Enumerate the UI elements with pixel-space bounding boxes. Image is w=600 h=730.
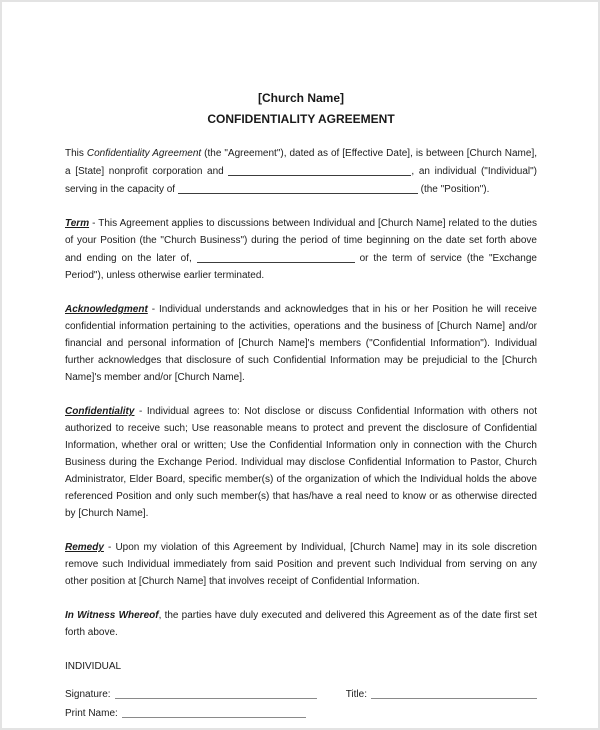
print-name-row (65, 704, 537, 723)
text-segment: , an individual ("Individual") serving in the capacity of (65, 166, 537, 195)
paragraph-confidentiality (65, 403, 537, 522)
signature-section (65, 658, 537, 723)
paragraph-remedy (65, 539, 537, 590)
text-segment: - Upon my violation of this Agreement by Individual, [Church Name] may in its sole discretion remove such Individual immediately from said Position and prevent such Individual from serving on any other position at [Church Name] that involves receipt of Confidential Information. (65, 542, 537, 587)
title-label: Title: (345, 689, 367, 700)
section-heading: Term (65, 218, 90, 229)
paragraph-acknowledgment (65, 301, 537, 386)
text-segment: Confidentiality Agreement (86, 148, 202, 159)
text-segment: or the term of service (the "Exchange Period"), unless otherwise earlier terminated. (65, 253, 537, 281)
title-line (371, 687, 537, 699)
paragraph-witness (65, 607, 537, 641)
text-segment: , the parties have duly executed and delivered this Agreement as of the date first set forth above. (65, 610, 538, 638)
signature-field (65, 685, 346, 704)
text-segment: - Individual understands and acknowledges that in his or her Position he will receive confidential information pertaining to the activities, operations and the business of [Church Name] and/or financial and personal information of [Church Name]'s members ("Confidential Information"). Individual further acknowledges that disclosure of such Confidential Information may be prejudicial to the [Church Name]'s member and/or [Church Name]. (65, 304, 537, 383)
print-name-field (65, 704, 347, 723)
text-segment: In Witness Whereof (65, 610, 159, 621)
text-segment: (the "Agreement"), dated as of [Effective Date], is between [Church Name], a [State] nonprofit corporation and (65, 148, 537, 177)
text-segment: - This Agreement applies to discussions between Individual and [Church Name] related to the duties of your Position (the "Church Business") during the period of time beginning on the date set forth above and ending on the later of, (65, 218, 537, 264)
church-name-title: [Church Name] (257, 91, 344, 105)
signature-line (115, 687, 317, 699)
document-header (65, 88, 537, 130)
fill-in-blank-line (228, 164, 411, 176)
signature-title-row (65, 685, 537, 704)
print-name-label: Print Name: (65, 708, 118, 719)
section-heading: Confidentiality (65, 406, 135, 417)
fill-in-blank-line (178, 182, 418, 194)
agreement-title: CONFIDENTIALITY AGREEMENT (207, 112, 395, 126)
paragraph-intro (65, 145, 537, 198)
text-segment: (the "Position"). (417, 184, 490, 195)
text-segment: - Individual agrees to: Not disclose or discuss Confidential Information with others not authorized to receive such; Use reasonable means to protect and prevent the disclosure of Confidential Information, whether oral or written; Use the Confidential Information only in connection with the Church Business during the Exchange Period. Individual may disclose Confidential Information to Pastor, Church Administrator, Elder Board, specific member(s) of the organization of which the Individual holds the above referenced Position and only such member(s) that has/have a real need to know or as otherwise directed by [Church Name]. (65, 406, 537, 519)
party-label: INDIVIDUAL (65, 661, 122, 672)
paragraph-term (65, 215, 537, 284)
signature-label: Signature: (65, 689, 111, 700)
section-heading: Acknowledgment (65, 304, 148, 315)
fill-in-blank-line (197, 251, 355, 263)
section-heading: Remedy (65, 542, 104, 553)
print-name-line (122, 706, 306, 718)
text-segment: This (65, 148, 87, 159)
document-body (65, 145, 537, 641)
title-field (346, 685, 537, 704)
